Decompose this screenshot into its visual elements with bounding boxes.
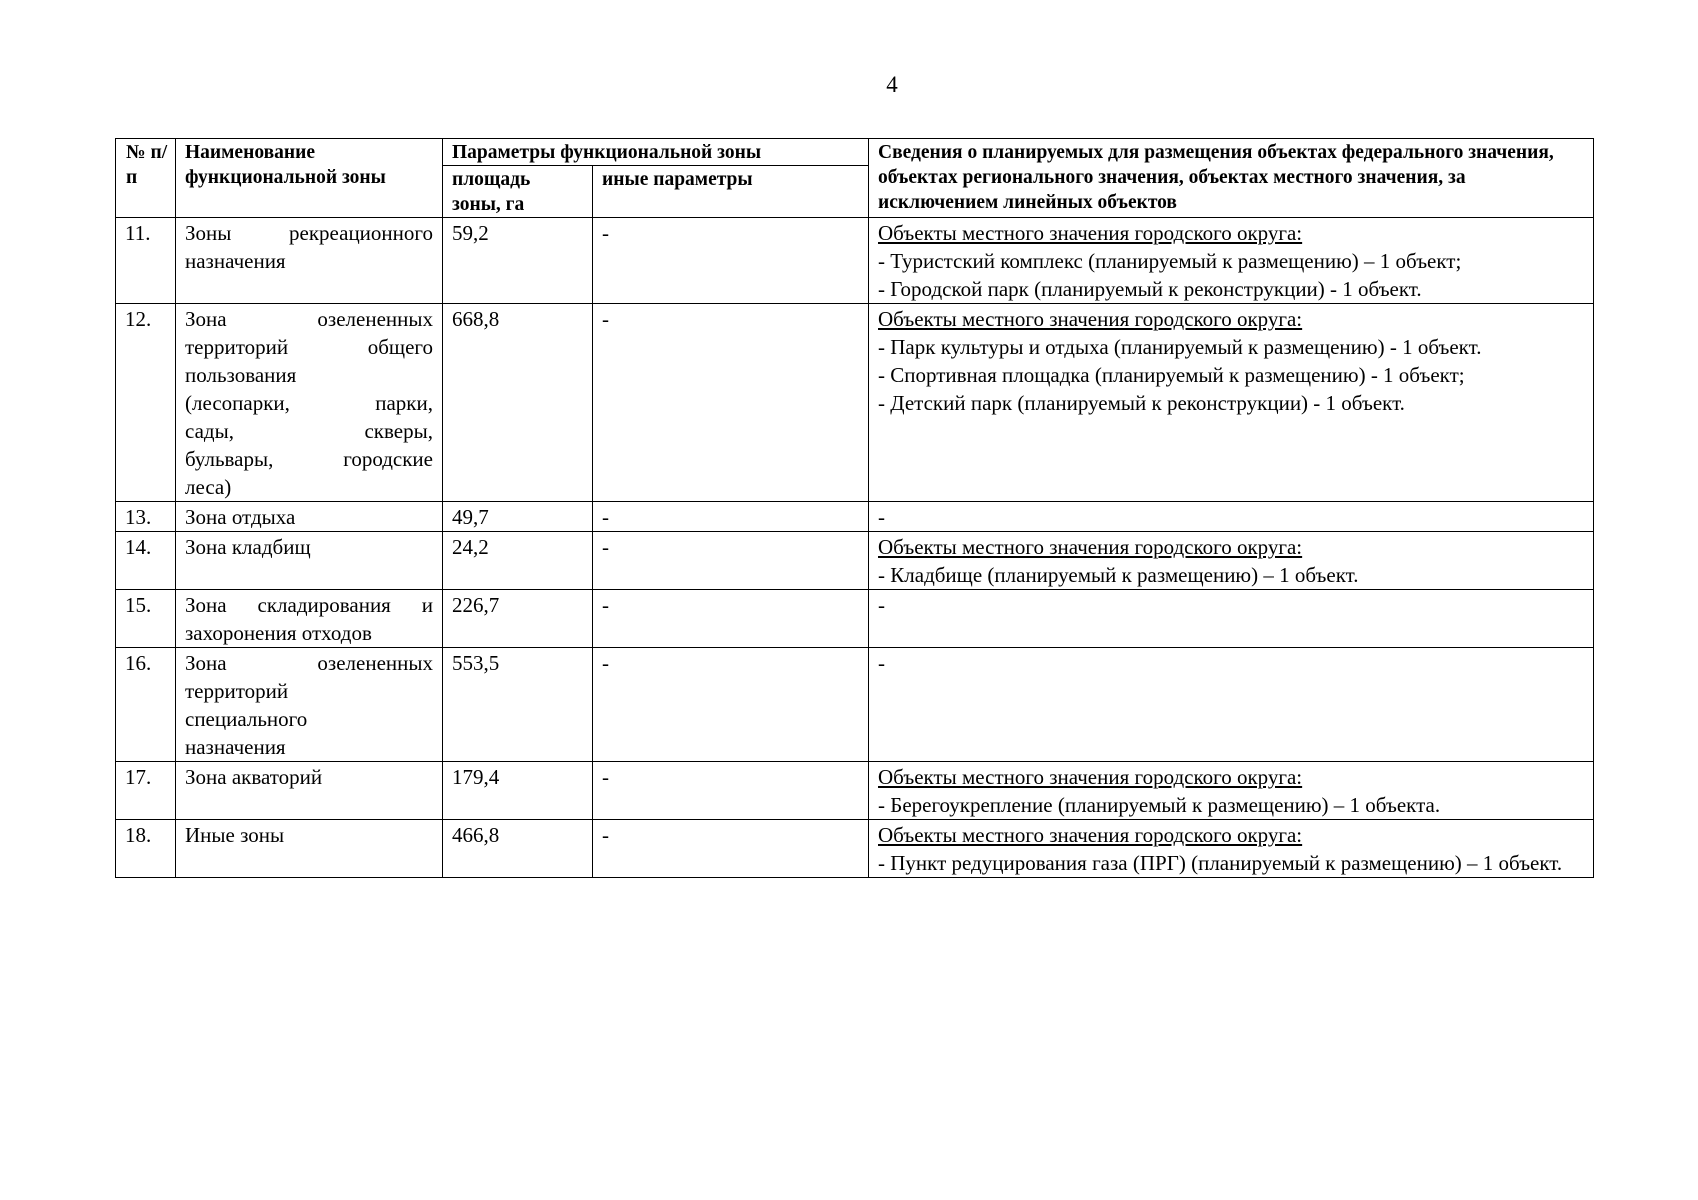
zone-other-params: - bbox=[593, 304, 869, 502]
zone-name-line: Зона озелененных bbox=[185, 307, 433, 331]
row-number: 12. bbox=[116, 304, 176, 502]
zone-name-line: сады, скверы, bbox=[185, 419, 433, 443]
zone-other-params: - bbox=[593, 648, 869, 762]
zone-area: 668,8 bbox=[443, 304, 593, 502]
zone-name-cell bbox=[176, 218, 443, 304]
zone-name-line: территорий общего bbox=[185, 335, 433, 359]
planned-objects-info bbox=[869, 532, 1594, 590]
zone-name-cell bbox=[176, 648, 443, 762]
info-title: Объекты местного значения городского округа: bbox=[878, 765, 1303, 789]
functional-zones-table bbox=[115, 138, 1594, 878]
info-item: - Городской парк (планируемый к реконструкции) - 1 объект. bbox=[878, 277, 1422, 301]
zone-name-line: Зоны рекреационного bbox=[185, 221, 433, 245]
planned-objects-info bbox=[869, 648, 1594, 762]
row-number: 17. bbox=[116, 762, 176, 820]
row-number: 14. bbox=[116, 532, 176, 590]
table-row bbox=[116, 590, 1594, 648]
zone-name-cell bbox=[176, 762, 443, 820]
info-title: Объекты местного значения городского округа: bbox=[878, 535, 1303, 559]
zone-name-line: Зона кладбищ bbox=[185, 535, 311, 559]
header-params-group: Параметры функциональной зоны bbox=[443, 139, 869, 166]
planned-objects-info bbox=[869, 304, 1594, 502]
zone-other-params: - bbox=[593, 590, 869, 648]
info-item: - Спортивная площадка (планируемый к размещению) - 1 объект; bbox=[878, 363, 1465, 387]
zone-name-line: захоронения отходов bbox=[185, 621, 372, 645]
zone-area: 226,7 bbox=[443, 590, 593, 648]
zone-other-params: - bbox=[593, 218, 869, 304]
header-num: № п/п bbox=[116, 139, 176, 218]
row-number: 16. bbox=[116, 648, 176, 762]
zone-name-line: Зона отдыха bbox=[185, 505, 296, 529]
info-title: Объекты местного значения городского округа: bbox=[878, 823, 1303, 847]
planned-objects-info bbox=[869, 820, 1594, 878]
zone-name-line: бульвары, городские bbox=[185, 447, 433, 471]
header-other-params: иные параметры bbox=[593, 166, 869, 218]
planned-objects-info bbox=[869, 218, 1594, 304]
row-number: 18. bbox=[116, 820, 176, 878]
zone-name-line: пользования bbox=[185, 363, 297, 387]
table-row bbox=[116, 502, 1594, 532]
zone-name-line: (лесопарки, парки, bbox=[185, 391, 433, 415]
row-number: 15. bbox=[116, 590, 176, 648]
info-item: - bbox=[878, 651, 886, 675]
table-header bbox=[116, 139, 1594, 218]
zone-name-cell bbox=[176, 590, 443, 648]
zone-area: 179,4 bbox=[443, 762, 593, 820]
zone-name-line: Иные зоны bbox=[185, 823, 285, 847]
zone-area: 24,2 bbox=[443, 532, 593, 590]
zone-name-line: назначения bbox=[185, 249, 286, 273]
table-row bbox=[116, 218, 1594, 304]
table-row bbox=[116, 532, 1594, 590]
row-number: 13. bbox=[116, 502, 176, 532]
header-info: Сведения о планируемых для размещения объектах федерального значения, объектах регионального значения, объектах местного значения, за исключением линейных объектов bbox=[869, 139, 1594, 218]
zone-other-params: - bbox=[593, 532, 869, 590]
zone-name-cell bbox=[176, 532, 443, 590]
info-item: - Пункт редуцирования газа (ПРГ) (планируемый к размещению) – 1 объект. bbox=[878, 851, 1563, 875]
table-row bbox=[116, 304, 1594, 502]
info-item: - Берегоукрепление (планируемый к размещению) – 1 объекта. bbox=[878, 793, 1441, 817]
info-title: Объекты местного значения городского округа: bbox=[878, 307, 1303, 331]
zone-name-line: Зона озелененных bbox=[185, 651, 433, 675]
planned-objects-info bbox=[869, 502, 1594, 532]
zone-other-params: - bbox=[593, 762, 869, 820]
info-title: Объекты местного значения городского округа: bbox=[878, 221, 1303, 245]
info-item: - bbox=[878, 505, 886, 529]
zone-name-line: специального bbox=[185, 707, 308, 731]
planned-objects-info bbox=[869, 762, 1594, 820]
zone-name-line: назначения bbox=[185, 735, 286, 759]
zone-name-cell bbox=[176, 820, 443, 878]
table-row bbox=[116, 762, 1594, 820]
zone-name-cell bbox=[176, 304, 443, 502]
zone-name-line: Зона складирования и bbox=[185, 593, 433, 617]
table-body bbox=[116, 218, 1594, 878]
info-item: - Туристский комплекс (планируемый к размещению) – 1 объект; bbox=[878, 249, 1462, 273]
zone-other-params: - bbox=[593, 502, 869, 532]
zone-area: 553,5 bbox=[443, 648, 593, 762]
info-item: - Парк культуры и отдыха (планируемый к размещению) - 1 объект. bbox=[878, 335, 1482, 359]
zone-name-cell bbox=[176, 502, 443, 532]
zone-area: 59,2 bbox=[443, 218, 593, 304]
zone-area: 466,8 bbox=[443, 820, 593, 878]
planned-objects-info bbox=[869, 590, 1594, 648]
info-item: - Кладбище (планируемый к размещению) – 1 объект. bbox=[878, 563, 1359, 587]
zone-name-line: леса) bbox=[185, 475, 232, 499]
zone-name-line: Зона акваторий bbox=[185, 765, 323, 789]
table-row bbox=[116, 648, 1594, 762]
table-row bbox=[116, 820, 1594, 878]
row-number: 11. bbox=[116, 218, 176, 304]
zone-other-params: - bbox=[593, 820, 869, 878]
zone-name-line: территорий bbox=[185, 679, 289, 703]
header-area: площадь зоны, га bbox=[443, 166, 593, 218]
info-item: - bbox=[878, 593, 886, 617]
page-number: 4 bbox=[886, 72, 898, 97]
zone-area: 49,7 bbox=[443, 502, 593, 532]
header-zone-name: Наименование функциональной зоны bbox=[176, 139, 443, 218]
info-item: - Детский парк (планируемый к реконструкции) - 1 объект. bbox=[878, 391, 1405, 415]
